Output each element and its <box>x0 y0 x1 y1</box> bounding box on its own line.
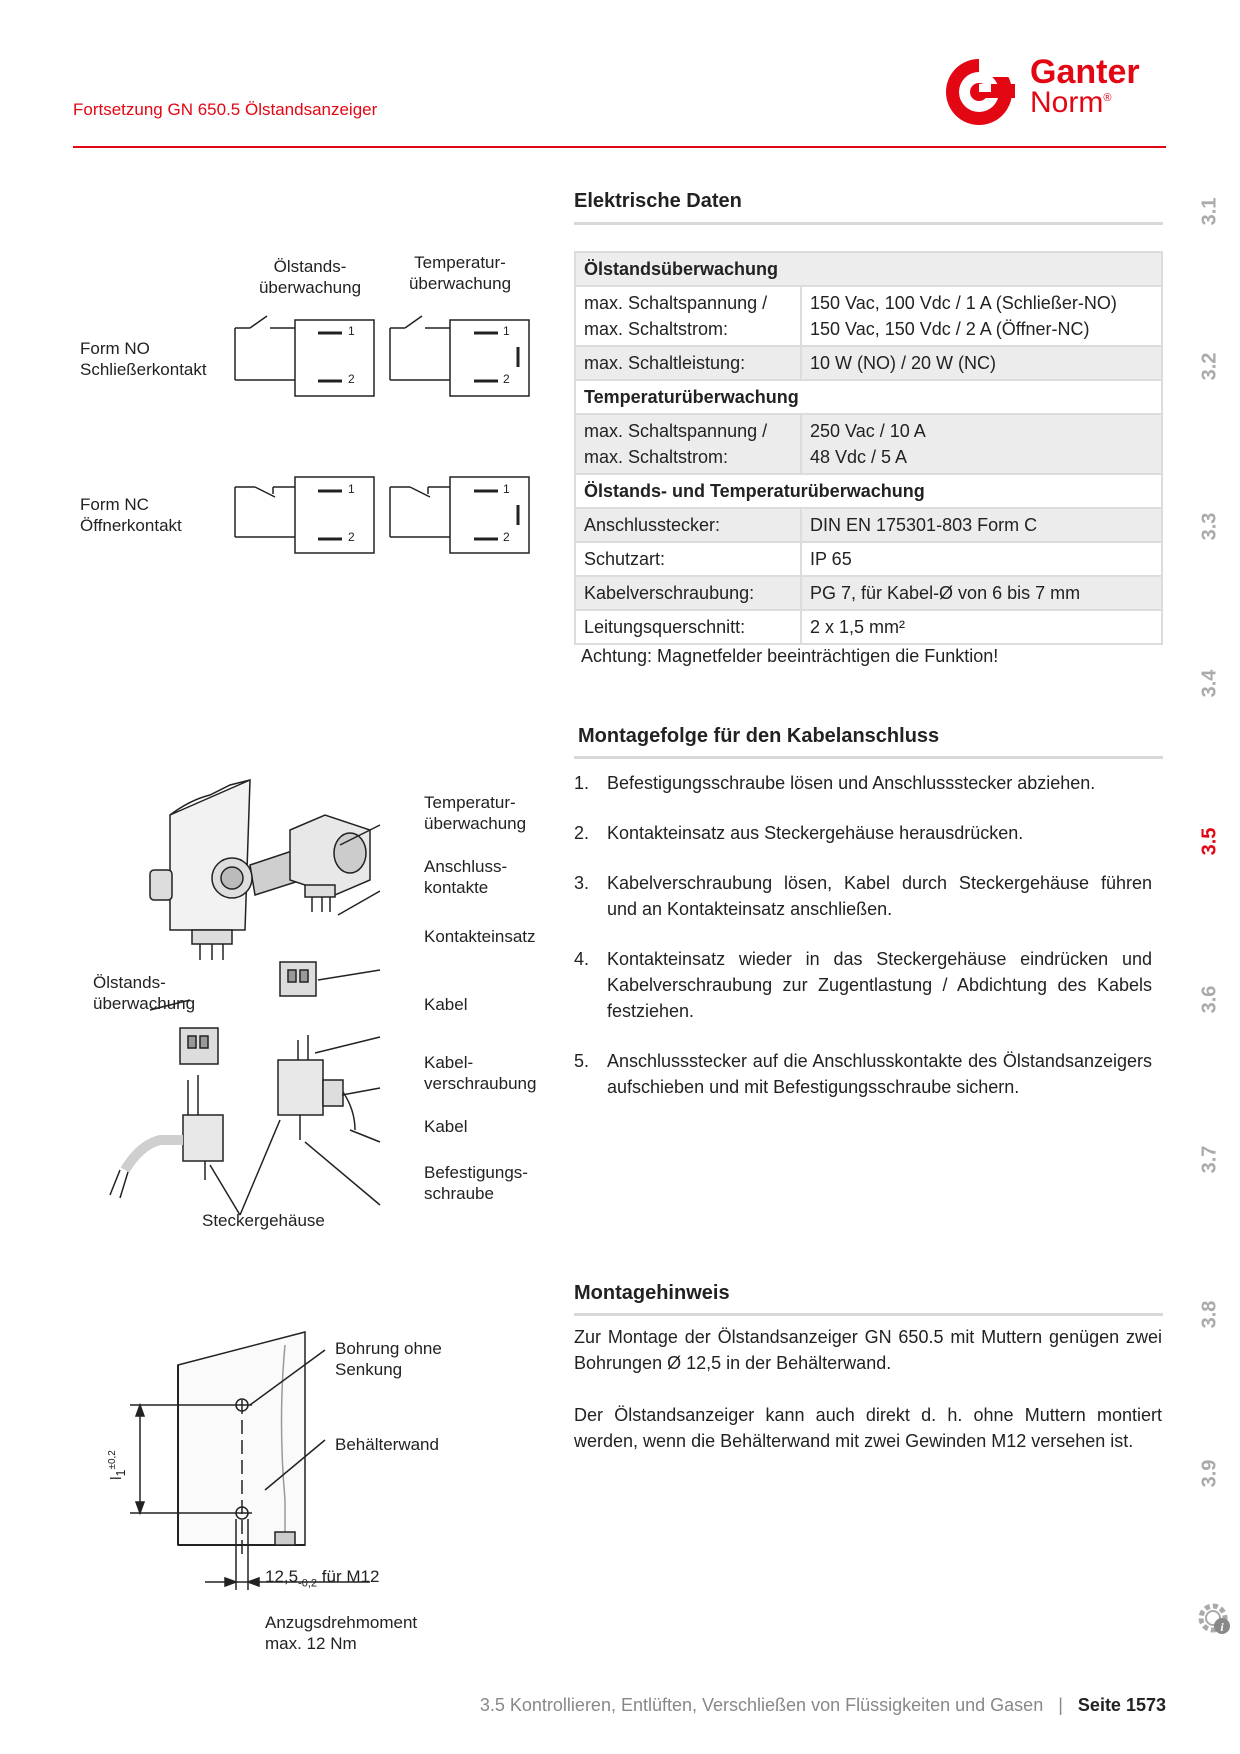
side-nav-item-3-6[interactable]: 3.6 <box>1198 985 1221 1014</box>
side-nav <box>1190 0 1230 1634</box>
table-cell: 2 x 1,5 mm² <box>801 610 1162 644</box>
list-item: 5. Anschlussstecker auf die Anschlusskontakte des Ölstandsanzeigers aufschieben und mit Befestigungsschraube sichern. <box>574 1051 1152 1097</box>
table-cell: 250 Vac / 10 A 48 Vdc / 5 A <box>801 414 1162 474</box>
section-rule-montagefolge <box>574 756 1163 759</box>
pin-label: 1 <box>348 482 355 496</box>
section-rule-electrical <box>574 222 1163 225</box>
mount-label-bohrung: Bohrung ohne Senkung <box>335 1339 442 1379</box>
section-title-montagehinweis: Montagehinweis <box>574 1282 730 1304</box>
table-cell: Kabelverschraubung: <box>575 576 801 610</box>
pin-label: 2 <box>348 372 355 386</box>
mount-figure <box>100 1320 500 1660</box>
mount-label-torque: Anzugsdrehmoment max. 12 Nm <box>265 1613 418 1653</box>
page-header-title: Fortsetzung GN 650.5 Ölstandsanzeiger <box>73 100 378 119</box>
side-nav-item-3-4[interactable]: 3.4 <box>1198 669 1221 698</box>
section-title-electrical: Elektrische Daten <box>574 190 742 212</box>
side-nav-item-3-7[interactable]: 3.7 <box>1198 1145 1221 1174</box>
figure-label-temp: Temperatur- überwachung <box>424 793 527 833</box>
pin-label: 1 <box>348 324 355 338</box>
list-item: 3. Kabelverschraubung lösen, Kabel durch Steckergehäuse führen und an Kontakteinsatz anschließen. <box>574 873 1152 919</box>
montage-steps-list <box>574 770 1152 1124</box>
ganter-logo <box>943 56 1023 128</box>
section-title-montagefolge: Montagefolge für den Kabelanschluss <box>578 725 940 747</box>
figure-label-kontakteinsatz: Kontakteinsatz <box>424 927 536 946</box>
schematic-drawing <box>60 250 540 570</box>
list-item: 1. Befestigungsschraube lösen und Anschlussstecker abziehen. <box>574 773 1096 793</box>
electrical-table <box>574 251 1163 645</box>
side-nav-item-3-5[interactable]: 3.5 <box>1198 827 1221 856</box>
table-cell: max. Schaltspannung / max. Schaltstrom: <box>575 286 801 346</box>
page-footer <box>400 1695 1166 1716</box>
figure-label-kabel2: Kabel <box>424 1117 468 1136</box>
footer-section-text: 3.5 Kontrollieren, Entlüften, Verschließen von Flüssigkeiten und Gasen <box>479 1695 1044 1715</box>
table-cell: Anschlusstecker: <box>575 508 801 542</box>
schematic-form-no-label: Form NO Schließerkontakt <box>80 339 207 379</box>
svg-text:i: i <box>1220 1620 1224 1634</box>
schematic-form-nc-label: Form NC Öffnerkontakt <box>80 495 182 535</box>
table-cell: DIN EN 175301-803 Form C <box>801 508 1162 542</box>
figure-label-kabel1: Kabel <box>424 995 468 1014</box>
logo-text-ganter: Ganter <box>1030 53 1140 91</box>
table-cell: Leitungsquerschnitt: <box>575 610 801 644</box>
mount-label-wand: Behälterwand <box>335 1435 439 1454</box>
section-rule-montagehinweis <box>574 1313 1163 1316</box>
table-heading: Temperaturüberwachung <box>575 380 1162 414</box>
table-heading: Ölstandsüberwachung <box>575 252 1162 286</box>
table-cell: max. Schaltleistung: <box>575 346 801 380</box>
schematic-col2-label: Temperatur- überwachung <box>408 253 512 293</box>
ganter-logo-icon <box>943 56 1023 128</box>
pin-label: 1 <box>503 482 510 496</box>
footer-separator: | <box>1058 1695 1063 1715</box>
table-heading: Ölstands- und Temperaturüberwachung <box>575 474 1162 508</box>
footer-page-number: Seite 1573 <box>1077 1695 1166 1715</box>
table-cell: Schutzart: <box>575 542 801 576</box>
warning-text: Achtung: Magnetfelder beeinträchtigen die Funktion! <box>581 646 999 666</box>
switch-schematic <box>60 250 540 570</box>
side-nav-item-3-1[interactable]: 3.1 <box>1198 197 1221 226</box>
table-cell: IP 65 <box>801 542 1162 576</box>
pin-label: 2 <box>503 530 510 544</box>
list-item: 4. Kontakteinsatz wieder in das Steckergehäuse eindrücken und Kabelverschraubung zur Zugentlastung / Abdichtung des Kabels festziehen. <box>574 949 1152 1021</box>
side-nav-item-3-2[interactable]: 3.2 <box>1198 352 1221 381</box>
info-gear-icon[interactable] <box>1196 1600 1234 1643</box>
table-cell: max. Schaltspannung / max. Schaltstrom: <box>575 414 801 474</box>
header-rule <box>73 146 1166 148</box>
side-nav-item-3-3[interactable]: 3.3 <box>1198 512 1221 541</box>
pin-label: 2 <box>503 372 510 386</box>
mount-dim-main: $12,5_{-0,2}$ für M12 <box>265 1567 380 1590</box>
table-cell: 150 Vac, 100 Vdc / 1 A (Schließer-NO) 150 Vac, 150 Vdc / 2 A (Öffner-NC) <box>801 286 1162 346</box>
montagehinweis-paragraph-2: Der Ölstandsanzeiger kann auch direkt d. h. ohne Muttern montiert werden, wenn die Behälterwand mit zwei Gewinden M12 versehen ist. <box>574 1405 1162 1451</box>
assembly-figure <box>80 770 560 1240</box>
logo-text-norm: Norm® <box>1030 86 1112 119</box>
list-item: 2. Kontakteinsatz aus Steckergehäuse herausdrücken. <box>574 823 1024 843</box>
figure-label-steckergehaeuse: Steckergehäuse <box>202 1211 325 1230</box>
pin-label: 1 <box>503 324 510 338</box>
pin-label: 2 <box>348 530 355 544</box>
side-nav-item-3-8[interactable]: 3.8 <box>1198 1300 1221 1329</box>
figure-label-anschluss: Anschluss- kontakte <box>424 857 508 897</box>
figure-label-oel: Ölstands- überwachung <box>93 973 196 1013</box>
montagehinweis-paragraph-1: Zur Montage der Ölstandsanzeiger GN 650.5 mit Muttern genügen zwei Bohrungen Ø 12,5 in der Behälterwand. <box>574 1327 1162 1373</box>
mount-dim-l1: $l_1^{\pm 0,2}$ <box>106 1450 128 1480</box>
table-cell: 10 W (NO) / 20 W (NC) <box>801 346 1162 380</box>
table-cell: PG 7, für Kabel-Ø von 6 bis 7 mm <box>801 576 1162 610</box>
schematic-col1-label: Ölstands- überwachung <box>258 257 362 297</box>
side-nav-item-3-9[interactable]: 3.9 <box>1198 1459 1221 1488</box>
figure-label-befestigung: Befestigungs- schraube <box>424 1163 528 1203</box>
figure-label-kabelverschraubung: Kabel- verschraubung <box>424 1053 537 1093</box>
